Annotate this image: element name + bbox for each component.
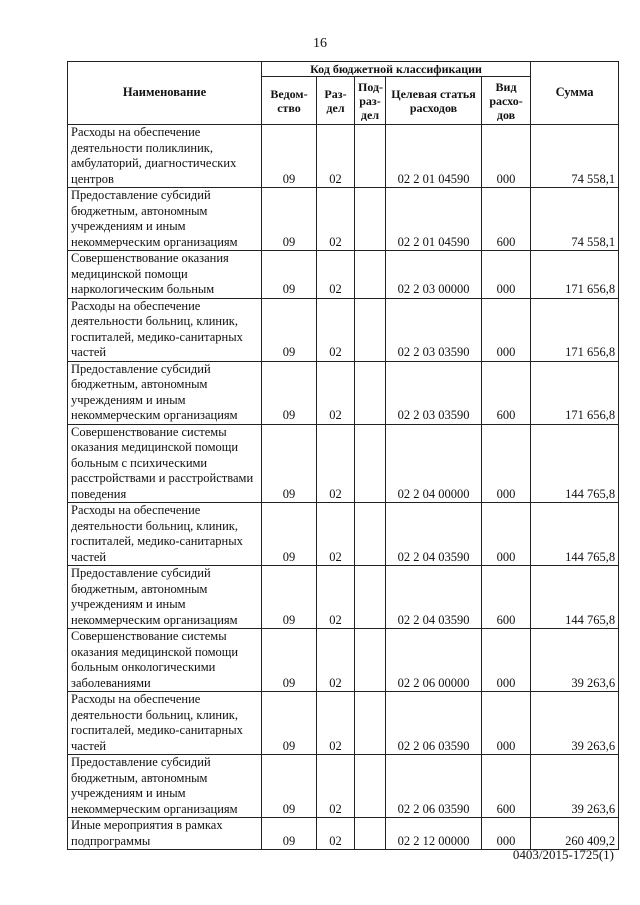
row-sum: 171 656,8 bbox=[531, 251, 619, 299]
row-sum: 144 765,8 bbox=[531, 424, 619, 503]
row-subsection bbox=[355, 503, 386, 566]
row-subsection bbox=[355, 629, 386, 692]
row-sum: 144 765,8 bbox=[531, 503, 619, 566]
table-row bbox=[68, 251, 619, 299]
row-expense-type: 000 bbox=[482, 298, 531, 361]
header-name: Наименование bbox=[68, 62, 262, 125]
table-header bbox=[68, 62, 619, 125]
row-department: 09 bbox=[262, 818, 317, 850]
row-section: 02 bbox=[317, 361, 355, 424]
row-target-item: 02 2 04 03590 bbox=[386, 503, 482, 566]
row-subsection bbox=[355, 566, 386, 629]
row-name: Совершенствование системы оказания медицинской помощи больным онкологическими заболеваниями bbox=[68, 629, 262, 692]
row-sum: 39 263,6 bbox=[531, 755, 619, 818]
row-section: 02 bbox=[317, 692, 355, 755]
row-sum: 171 656,8 bbox=[531, 361, 619, 424]
header-classification-code: Код бюджетной классификации bbox=[262, 62, 531, 77]
row-target-item: 02 2 04 00000 bbox=[386, 424, 482, 503]
row-sum: 39 263,6 bbox=[531, 629, 619, 692]
table-row bbox=[68, 361, 619, 424]
row-name: Иные мероприятия в рамках подпрограммы bbox=[68, 818, 262, 850]
row-expense-type: 000 bbox=[482, 692, 531, 755]
row-subsection bbox=[355, 125, 386, 188]
row-target-item: 02 2 06 00000 bbox=[386, 629, 482, 692]
table-row bbox=[68, 188, 619, 251]
row-expense-type: 600 bbox=[482, 566, 531, 629]
row-expense-type: 000 bbox=[482, 818, 531, 850]
row-name: Предоставление субсидий бюджетным, автономным учреждениям и иным некоммерческим организациям bbox=[68, 566, 262, 629]
row-section: 02 bbox=[317, 298, 355, 361]
row-department: 09 bbox=[262, 566, 317, 629]
row-target-item: 02 2 06 03590 bbox=[386, 755, 482, 818]
row-name: Совершенствование оказания медицинской помощи наркологическим больным bbox=[68, 251, 262, 299]
row-sum: 74 558,1 bbox=[531, 125, 619, 188]
page-number: 16 bbox=[313, 36, 327, 51]
header-department: Ведом-ство bbox=[262, 77, 317, 125]
header-subsection: Под-раз-дел bbox=[355, 77, 386, 125]
row-subsection bbox=[355, 692, 386, 755]
row-section: 02 bbox=[317, 125, 355, 188]
row-subsection bbox=[355, 361, 386, 424]
header-expense-type: Вид расхо-дов bbox=[482, 77, 531, 125]
row-section: 02 bbox=[317, 188, 355, 251]
row-target-item: 02 2 03 00000 bbox=[386, 251, 482, 299]
table-row bbox=[68, 755, 619, 818]
row-section: 02 bbox=[317, 566, 355, 629]
budget-table bbox=[67, 61, 619, 850]
row-name: Совершенствование системы оказания медицинской помощи больным с психическими расстройствами и расстройствами поведения bbox=[68, 424, 262, 503]
row-section: 02 bbox=[317, 629, 355, 692]
row-sum: 74 558,1 bbox=[531, 188, 619, 251]
row-sum: 144 765,8 bbox=[531, 566, 619, 629]
row-target-item: 02 2 03 03590 bbox=[386, 298, 482, 361]
row-name: Предоставление субсидий бюджетным, автономным учреждениям и иным некоммерческим организациям bbox=[68, 361, 262, 424]
row-department: 09 bbox=[262, 188, 317, 251]
row-department: 09 bbox=[262, 755, 317, 818]
row-name: Расходы на обеспечение деятельности больниц, клиник, госпиталей, медико-санитарных частей bbox=[68, 298, 262, 361]
row-department: 09 bbox=[262, 424, 317, 503]
table-row bbox=[68, 692, 619, 755]
row-department: 09 bbox=[262, 692, 317, 755]
row-section: 02 bbox=[317, 424, 355, 503]
row-target-item: 02 2 01 04590 bbox=[386, 188, 482, 251]
row-name: Расходы на обеспечение деятельности больниц, клиник, госпиталей, медико-санитарных частей bbox=[68, 503, 262, 566]
row-expense-type: 000 bbox=[482, 629, 531, 692]
row-department: 09 bbox=[262, 125, 317, 188]
table-row bbox=[68, 818, 619, 850]
header-sum: Сумма bbox=[531, 62, 619, 125]
row-expense-type: 600 bbox=[482, 188, 531, 251]
row-section: 02 bbox=[317, 503, 355, 566]
row-expense-type: 000 bbox=[482, 125, 531, 188]
table-row bbox=[68, 125, 619, 188]
row-expense-type: 000 bbox=[482, 251, 531, 299]
header-section: Раз-дел bbox=[317, 77, 355, 125]
row-target-item: 02 2 06 03590 bbox=[386, 692, 482, 755]
row-subsection bbox=[355, 251, 386, 299]
table-body bbox=[68, 125, 619, 850]
table-row bbox=[68, 566, 619, 629]
row-expense-type: 000 bbox=[482, 424, 531, 503]
row-sum: 39 263,6 bbox=[531, 692, 619, 755]
row-subsection bbox=[355, 188, 386, 251]
row-subsection bbox=[355, 424, 386, 503]
row-department: 09 bbox=[262, 361, 317, 424]
row-sum: 260 409,2 bbox=[531, 818, 619, 850]
row-target-item: 02 2 12 00000 bbox=[386, 818, 482, 850]
row-subsection bbox=[355, 755, 386, 818]
row-subsection bbox=[355, 818, 386, 850]
row-department: 09 bbox=[262, 503, 317, 566]
row-name: Расходы на обеспечение деятельности больниц, клиник, госпиталей, медико-санитарных частей bbox=[68, 692, 262, 755]
header-target-item: Целевая статья расходов bbox=[386, 77, 482, 125]
table-row bbox=[68, 424, 619, 503]
row-expense-type: 600 bbox=[482, 361, 531, 424]
row-section: 02 bbox=[317, 251, 355, 299]
row-section: 02 bbox=[317, 818, 355, 850]
row-department: 09 bbox=[262, 298, 317, 361]
row-target-item: 02 2 04 03590 bbox=[386, 566, 482, 629]
row-name: Расходы на обеспечение деятельности поликлиник, амбулаторий, диагностических центров bbox=[68, 125, 262, 188]
row-expense-type: 600 bbox=[482, 755, 531, 818]
table-row bbox=[68, 298, 619, 361]
row-name: Предоставление субсидий бюджетным, автономным учреждениям и иным некоммерческим организациям bbox=[68, 188, 262, 251]
row-department: 09 bbox=[262, 629, 317, 692]
row-subsection bbox=[355, 298, 386, 361]
row-sum: 171 656,8 bbox=[531, 298, 619, 361]
row-expense-type: 000 bbox=[482, 503, 531, 566]
table-row bbox=[68, 503, 619, 566]
row-target-item: 02 2 03 03590 bbox=[386, 361, 482, 424]
document-code: 0403/2015-1725(1) bbox=[512, 847, 614, 862]
row-target-item: 02 2 01 04590 bbox=[386, 125, 482, 188]
table-row bbox=[68, 629, 619, 692]
row-name: Предоставление субсидий бюджетным, автономным учреждениям и иным некоммерческим организациям bbox=[68, 755, 262, 818]
row-section: 02 bbox=[317, 755, 355, 818]
row-department: 09 bbox=[262, 251, 317, 299]
